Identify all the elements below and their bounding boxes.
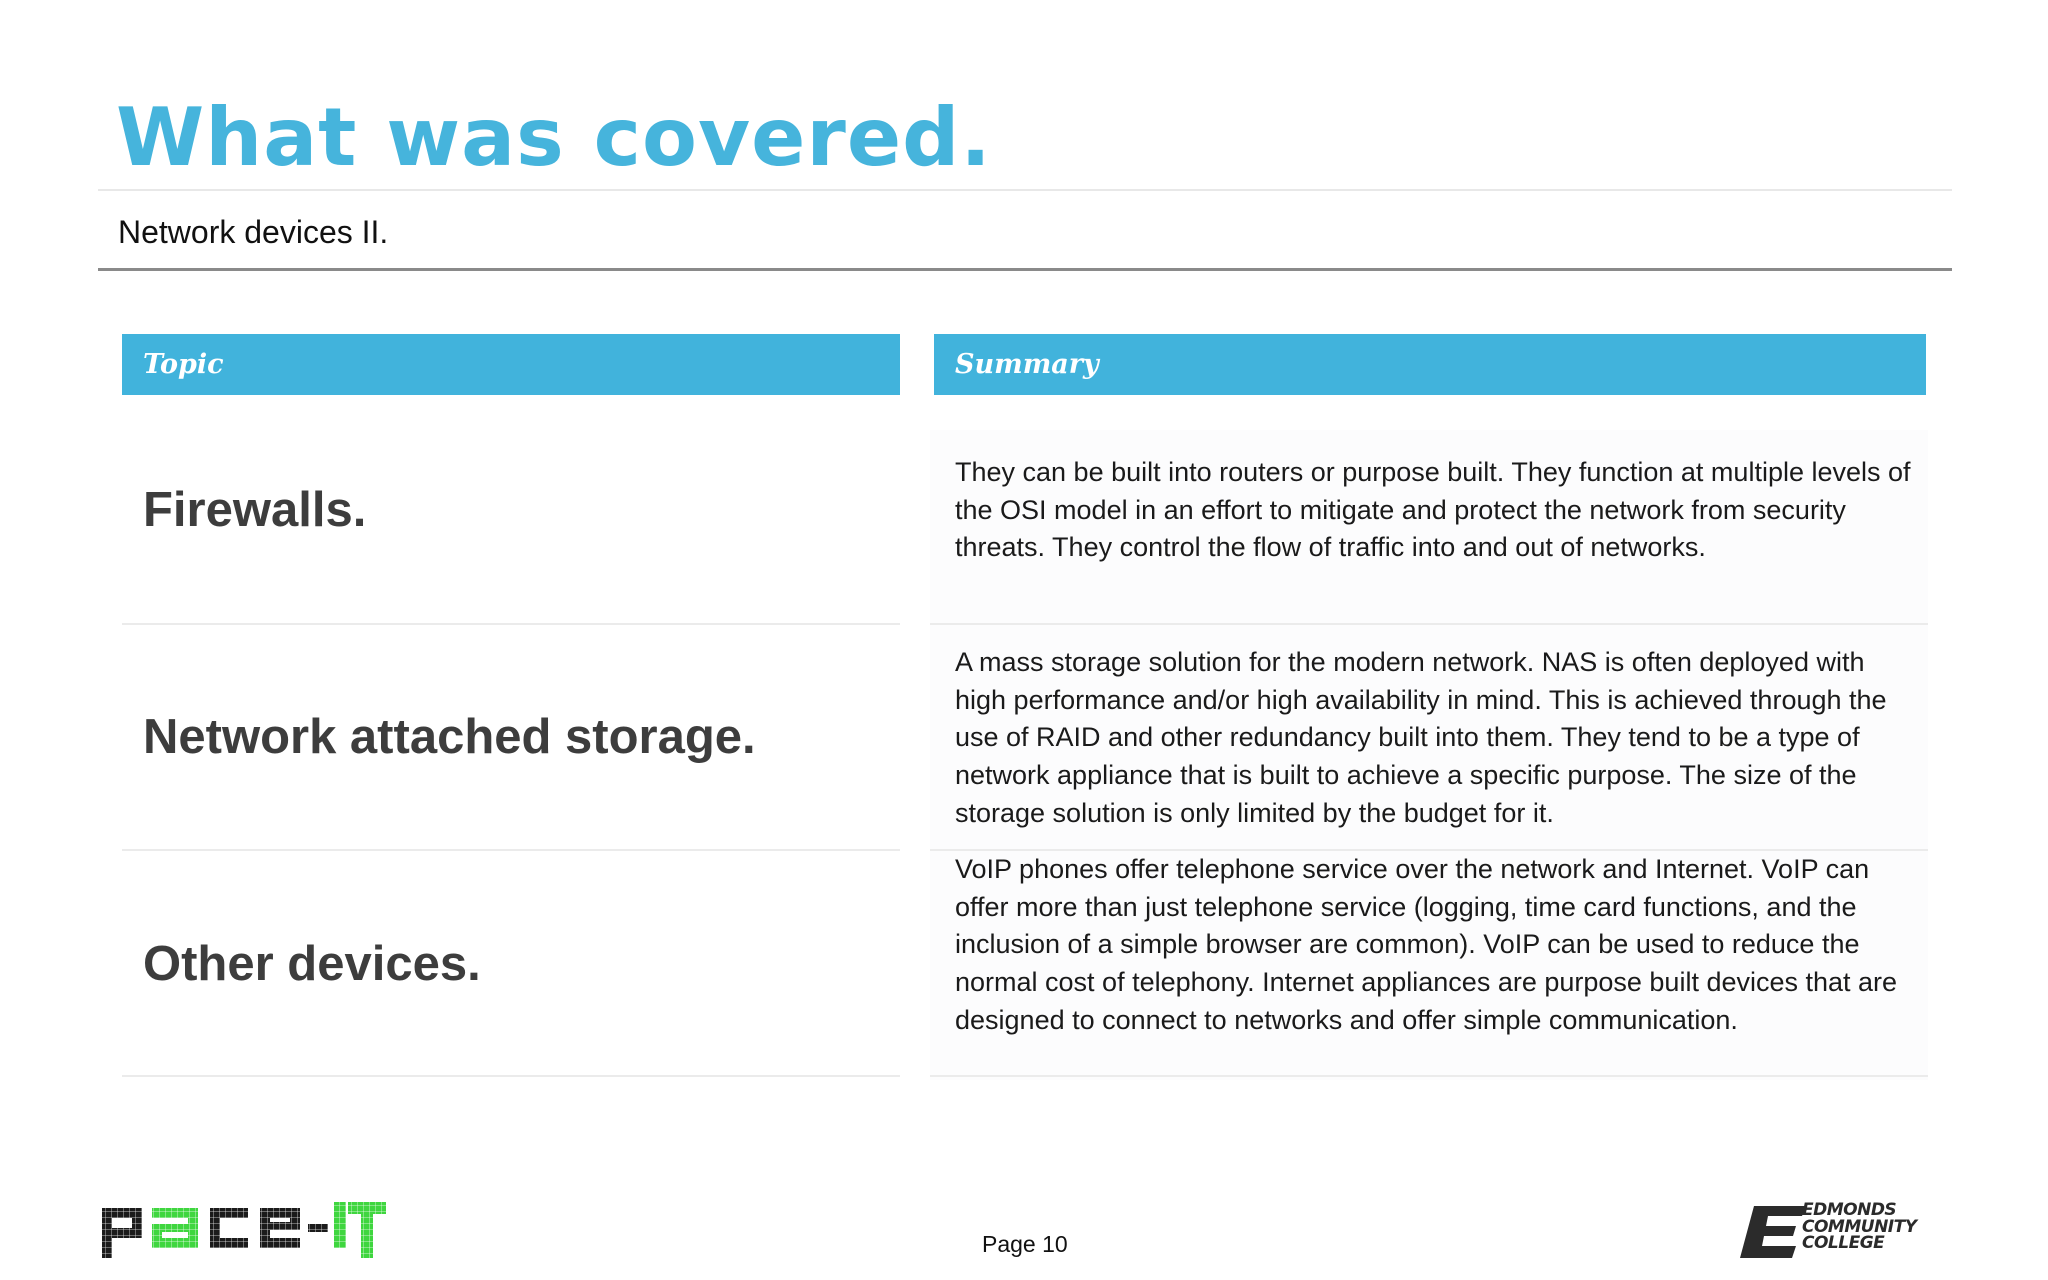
subtitle-divider: [98, 268, 1952, 271]
table-header-summary: Summary: [934, 334, 1926, 395]
topic-cell: Other devices.: [143, 937, 481, 991]
page-number: Page 10: [982, 1231, 1068, 1257]
row-divider: [122, 623, 900, 625]
ecc-logo-line: EDMONDS: [1802, 1200, 1897, 1220]
slide-subtitle: Network devices II.: [118, 214, 389, 250]
topic-cell: Network attached storage.: [143, 710, 756, 764]
row-divider: [930, 623, 1928, 625]
ecc-logo-text: [1802, 1202, 1952, 1252]
row-divider: [122, 849, 900, 851]
row-divider: [930, 1075, 1928, 1077]
table-header-topic: Topic: [122, 334, 900, 395]
summary-cell: VoIP phones offer telephone service over the network and Internet. VoIP can offer more than just telephone service (logging, time card functions, and the inclusion of a simple browser are common). VoIP can be used to reduce the normal cost of telephony. Internet appliances are purpose built devices that are designed to connect to networks and offer simple communication.: [955, 854, 1898, 1035]
ecc-logo-line: COMMUNITY: [1802, 1216, 1917, 1237]
title-divider: [98, 189, 1952, 191]
row-divider: [122, 1075, 900, 1077]
slide-title: What was covered.: [116, 88, 992, 188]
summary-cell: They can be built into routers or purpose built. They function at multiple levels of the OSI model in an effort to mitigate and protect the network from security threats. They control the flow of traffic into and out of networks.: [955, 457, 1911, 563]
ecc-logo-line: COLLEGE: [1802, 1233, 1885, 1253]
summary-cell: A mass storage solution for the modern network. NAS is often deployed with high performance and/or high availability in mind. This is achieved through the use of RAID and other redundancy built into them. They tend to be a type of network appliance that is built to achieve a specific purpose. The size of the storage solution is only limited by the budget for it.: [955, 647, 1887, 828]
pace-it-logo: [100, 1200, 388, 1258]
topic-cell: Firewalls.: [143, 483, 367, 537]
